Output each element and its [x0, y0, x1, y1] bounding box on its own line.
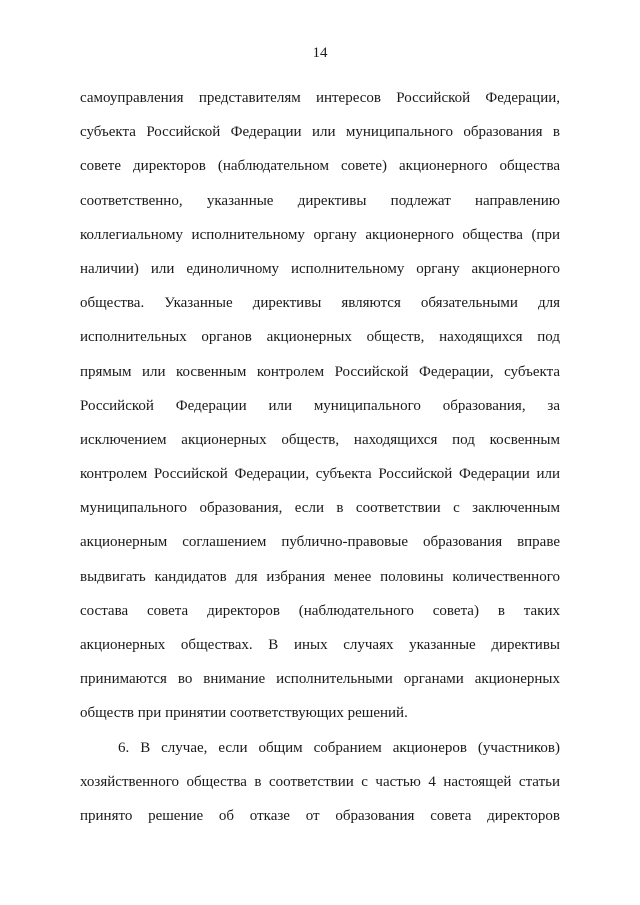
text-line: муниципального образования, если в соответствии с заключенным	[80, 500, 560, 517]
text-line: наличии) или единоличному исполнительному органу акционерного	[80, 260, 560, 277]
text-line: принято решение об отказе от образования совета директоров	[80, 807, 560, 824]
body-text	[80, 81, 560, 833]
text-line: прямым или косвенным контролем Российской Федерации, субъекта	[80, 363, 560, 380]
text-line: субъекта Российской Федерации или муниципального образования в	[80, 124, 560, 141]
text-line: выдвигать кандидатов для избрания менее половины количественного	[80, 568, 560, 585]
text-line: состава совета директоров (наблюдательного совета) в таких	[80, 602, 560, 619]
text-line: самоуправления представителям интересов Российской Федерации,	[80, 90, 560, 106]
text-line: общества. Указанные директивы являются обязательными для	[80, 295, 560, 312]
text-line: Российской Федерации или муниципального образования, за	[80, 397, 560, 414]
text-line: соответственно, указанные директивы подлежат направлению	[80, 192, 560, 209]
text-line: совете директоров (наблюдательном совете) акционерного общества	[80, 158, 560, 175]
text-line: хозяйственного общества в соответствии с частью 4 настоящей статьи	[80, 773, 560, 790]
text-line: принимаются во внимание исполнительными органами акционерных	[80, 671, 560, 688]
text-line: акционерных обществах. В иных случаях указанные директивы	[80, 637, 560, 653]
text-line: обществ при принятии соответствующих решений.	[80, 705, 408, 722]
paragraph-start-line: 6. В случае, если общим собранием акционеров (участников)	[118, 739, 560, 756]
text-line: акционерным соглашением публично-правовые образования вправе	[80, 534, 560, 551]
text-line: исключением акционерных обществ, находящихся под косвенным	[80, 431, 560, 448]
text-line: коллегиальному исполнительному органу акционерного общества (при	[80, 226, 560, 243]
text-line: исполнительных органов акционерных обществ, находящихся под	[80, 329, 560, 346]
text-line: контролем Российской Федерации, субъекта Российской Федерации или	[80, 466, 560, 483]
page-number: 14	[312, 45, 328, 61]
